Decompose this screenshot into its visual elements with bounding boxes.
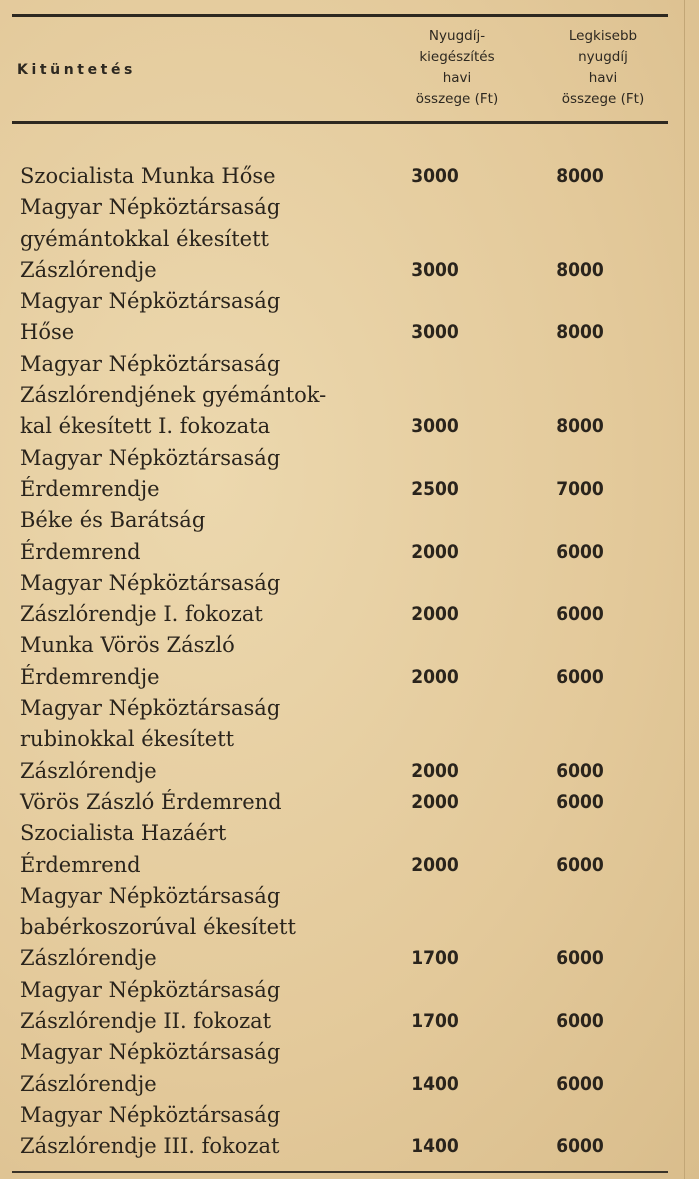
column-header-supplement: Nyugdíj- kiegészítés havi összege (Ft) [415,28,499,107]
table-row [0,568,699,631]
min-pension-value: 8000 [556,165,604,187]
table-row [0,286,699,349]
supplement-value: 1700 [411,1010,459,1033]
award-name: Szocialista Munka Hőse [20,164,276,188]
award-name: Béke és Barátság Érdemrend [20,508,206,564]
award-name: Magyar Népköztársaság Zászlórendje II. fokozat [20,977,281,1034]
min-pension-value: 6000 [556,853,604,876]
min-pension-value: 8000 [556,415,604,438]
supplement-value: 3000 [411,258,459,281]
min-pension-value: 6000 [556,947,604,970]
award-name: Vörös Zászló Érdemrend [20,789,282,814]
table-row [0,975,699,1038]
award-name: Magyar Népköztársaság Zászlórendjének gyémántok- kal ékesített I. fokozata [20,351,327,439]
min-pension-value: 6000 [556,1010,604,1033]
award-name: Magyar Népköztársaság Érdemrendje [20,445,281,501]
column-header-award: Kitüntetés [17,62,136,78]
supplement-value: 2000 [411,759,459,782]
table-row [0,881,699,975]
min-pension-value: 6000 [556,540,604,563]
table-row [0,818,699,881]
table-row [0,787,699,818]
award-name: Magyar Népköztársaság rubinokkal ékesített Zászlórendje [20,696,281,783]
supplement-value: 2000 [411,540,459,563]
min-pension-value: 6000 [556,1072,604,1095]
supplement-value: 2500 [411,477,459,500]
supplement-value: 2000 [411,790,459,813]
min-pension-value: 6000 [556,759,604,782]
min-pension-value: 8000 [556,321,604,344]
table-row [0,161,699,192]
table-row [0,192,699,286]
supplement-value: 1400 [411,1072,459,1095]
table-body [0,161,699,1163]
supplement-value: 3000 [411,321,459,344]
award-name: Magyar Népköztársaság babérkoszorúval ékesített Zászlórendje [20,883,296,971]
award-name: Szocialista Hazáért Érdemrend [20,821,227,877]
table-row [0,505,699,568]
supplement-value: 1700 [411,947,459,970]
table-row [0,349,699,443]
column-header-min-pension: Legkisebb nyugdíj havi összege (Ft) [561,28,645,107]
supplement-value: 3000 [411,415,459,438]
supplement-value: 2000 [411,853,459,876]
award-name: Magyar Népköztársaság Zászlórendje III. fokozat [20,1102,281,1159]
table-row [0,1100,699,1163]
supplement-value: 2000 [411,603,459,626]
table-row [0,443,699,506]
min-pension-value: 7000 [556,477,604,500]
table-top-rule [12,14,668,17]
award-name: Munka Vörös Zászló Érdemrendje [20,633,235,689]
award-name: Magyar Népköztársaság Zászlórendje [20,1040,281,1096]
award-name: Magyar Népköztársaság Hőse [20,289,281,345]
supplement-value: 3000 [411,165,459,187]
table-row [0,1037,699,1100]
table-row [0,630,699,693]
supplement-value: 2000 [411,665,459,688]
table-row [0,693,699,787]
award-name: Magyar Népköztársaság Zászlórendje I. fokozat [20,570,281,627]
header-rule [12,121,668,124]
min-pension-value: 6000 [556,603,604,626]
table-bottom-rule [12,1171,668,1173]
min-pension-value: 6000 [556,1135,604,1158]
min-pension-value: 8000 [556,258,604,281]
award-name: Magyar Népköztársaság gyémántokkal ékesített Zászlórendje [20,195,281,282]
min-pension-value: 6000 [556,790,604,813]
min-pension-value: 6000 [556,665,604,688]
supplement-value: 1400 [411,1135,459,1158]
